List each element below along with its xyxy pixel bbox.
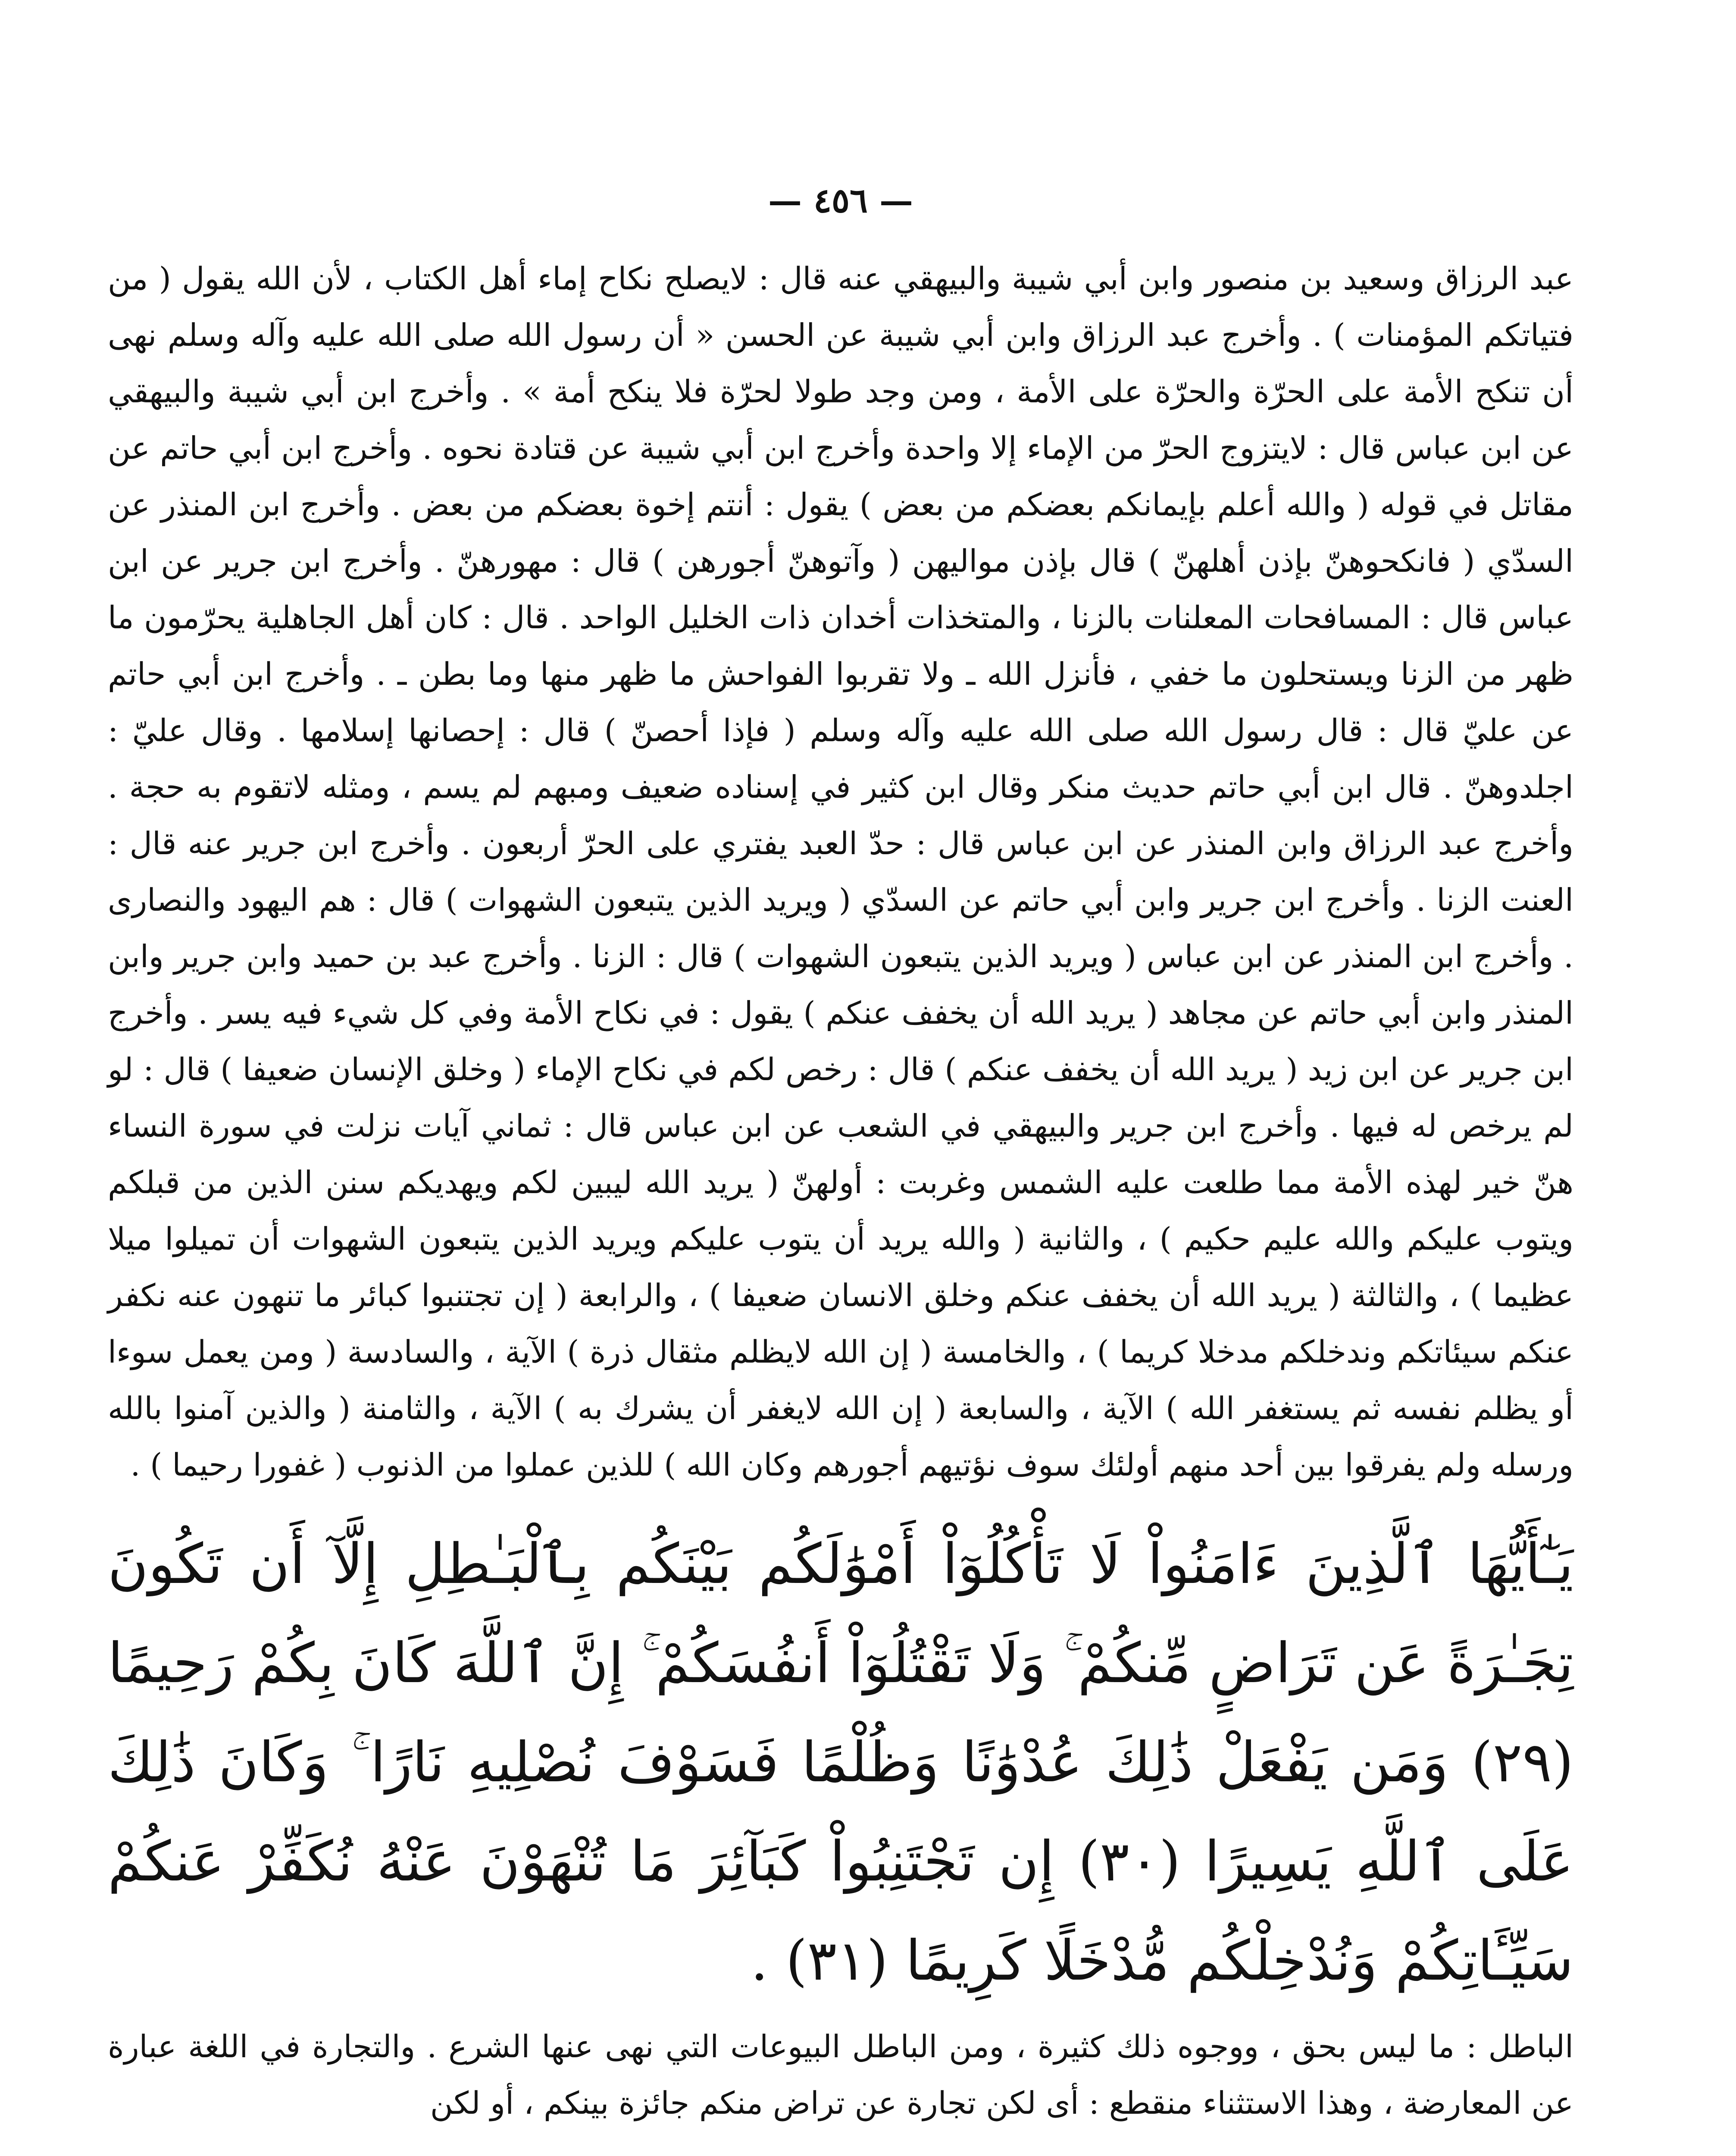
- book-page: [108, 181, 1573, 2156]
- quran-verse-block: يَـٰٓأَيُّهَا ٱلَّذِينَ ءَامَنُواْ لَا تَأْكُلُوٓاْ أَمْوَٰلَكُم بَيْنَكُم بِٱلْبَـٰطِلِ إِلَّآ أَن تَكُونَ تِجَـٰرَةً عَن تَرَاضٍ مِّنكُمْ ۚ وَلَا تَقْتُلُوٓاْ أَنفُسَكُمْ ۚ إِنَّ ٱللَّهَ كَانَ بِكُمْ رَحِيمًا (٢٩) وَمَن يَفْعَلْ ذَٰلِكَ عُدْوَٰنًا وَظُلْمًا فَسَوْفَ نُصْلِيهِ نَارًا ۚ وَكَانَ ذَٰلِكَ عَلَى ٱللَّهِ يَسِيرًا (٣٠) إِن تَجْتَنِبُواْ كَبَآئِرَ مَا تُنْهَوْنَ عَنْهُ نُكَفِّرْ عَنكُمْ سَيِّـَٔاتِكُمْ وَنُدْخِلْكُم مُّدْخَلًا كَرِيمًا (٣١) .: [108, 1532, 1574, 1993]
- commentary-paragraph: عبد الرزاق وسعيد بن منصور وابن أبي شيبة والبيهقي عنه قال : لايصلح نكاح إماء أهل الكتاب ، لأن الله يقول ( من فتياتكم المؤمنات ) . وأخرج عبد الرزاق وابن أبي شيبة عن الحسن « أن رسول الله صلى الله عليه وآله وسلم نهى أن تنكح الأمة على الحرّة والحرّة على الأمة ، ومن وجد طولا لحرّة فلا ينكح أمة » . وأخرج ابن أبي شيبة والبيهقي عن ابن عباس قال : لايتزوج الحرّ من الإماء إلا واحدة وأخرج ابن أبي شيبة عن قتادة نحوه . وأخرج ابن أبي حاتم عن مقاتل في قوله ( والله أعلم بإيمانكم بعضكم من بعض ) يقول : أنتم إخوة بعضكم من بعض . وأخرج ابن المنذر عن السدّي ( فانكحوهنّ بإذن أهلهنّ ) قال بإذن مواليهن ( وآتوهنّ أجورهن ) قال : مهورهنّ . وأخرج ابن جرير عن ابن عباس قال : المسافحات المعلنات بالزنا ، والمتخذات أخدان ذات الخليل الواحد . قال : كان أهل الجاهلية يحرّمون ما ظهر من الزنا ويستحلون ما خفي ، فأنزل الله ـ ولا تقربوا الفواحش ما ظهر منها وما بطن ـ . وأخرج ابن أبي حاتم عن عليّ قال : قال رسول الله صلى الله عليه وآله وسلم ( فإذا أحصنّ ) قال : إحصانها إسلامها . وقال عليّ : اجلدوهنّ . قال ابن أبي حاتم حديث منكر وقال ابن كثير في إسناده ضعيف ومبهم لم يسم ، ومثله لاتقوم به حجة . وأخرج عبد الرزاق وابن المنذر عن ابن عباس قال : حدّ العبد يفتري على الحرّ أربعون . وأخرج ابن جرير عنه قال : العنت الزنا . وأخرج ابن جرير وابن أبي حاتم عن السدّي ( ويريد الذين يتبعون الشهوات ) قال : هم اليهود والنصارى . وأخرج ابن المنذر عن ابن عباس ( ويريد الذين يتبعون الشهوات ) قال : الزنا . وأخرج عبد بن حميد وابن جرير وابن المنذر وابن أبي حاتم عن مجاهد ( يريد الله أن يخفف عنكم ) يقول : في نكاح الأمة وفي كل شيء فيه يسر . وأخرج ابن جرير عن ابن زيد ( يريد الله أن يخفف عنكم ) قال : رخص لكم في نكاح الإماء ( وخلق الإنسان ضعيفا ) قال : لو لم يرخص له فيها . وأخرج ابن جرير والبيهقي في الشعب عن ابن عباس قال : ثماني آيات نزلت في سورة النساء هنّ خير لهذه الأمة مما طلعت عليه الشمس وغربت : أولهنّ ( يريد الله ليبين لكم ويهديكم سنن الذين من قبلكم ويتوب عليكم والله عليم حكيم ) ، والثانية ( والله يريد أن يتوب عليكم ويريد الذين يتبعون الشهوات أن تميلوا ميلا عظيما ) ، والثالثة ( يريد الله أن يخفف عنكم وخلق الانسان ضعيفا ) ، والرابعة ( إن تجتنبوا كبائر ما تنهون عنه نكفر عنكم سيئاتكم وندخلكم مدخلا كريما ) ، والخامسة ( إن الله لايظلم مثقال ذرة ) الآية ، والسادسة ( ومن يعمل سوءا أو يظلم نفسه ثم يستغفر الله ) الآية ، والسابعة ( إن الله لايغفر أن يشرك به ) الآية ، والثامنة ( والذين آمنوا بالله ورسله ولم يفرقوا بين أحد منهم أولئك سوف نؤتيهم أجورهم وكان الله ) للذين عملوا من الذنوب ( غفورا رحيما ) .: [108, 260, 1574, 1483]
- glossary-paragraph: الباطل : ما ليس بحق ، ووجوه ذلك كثيرة ، ومن الباطل البيوعات التي نهى عنها الشرع . والتجارة في اللغة عبارة عن المعارضة ، وهذا الاستثناء منقطع : أى لكن تجارة عن تراض منكم جائزة بينكم ، أو لكن: [108, 2028, 1573, 2121]
- page-number: — ٤٥٦ —: [768, 181, 913, 220]
